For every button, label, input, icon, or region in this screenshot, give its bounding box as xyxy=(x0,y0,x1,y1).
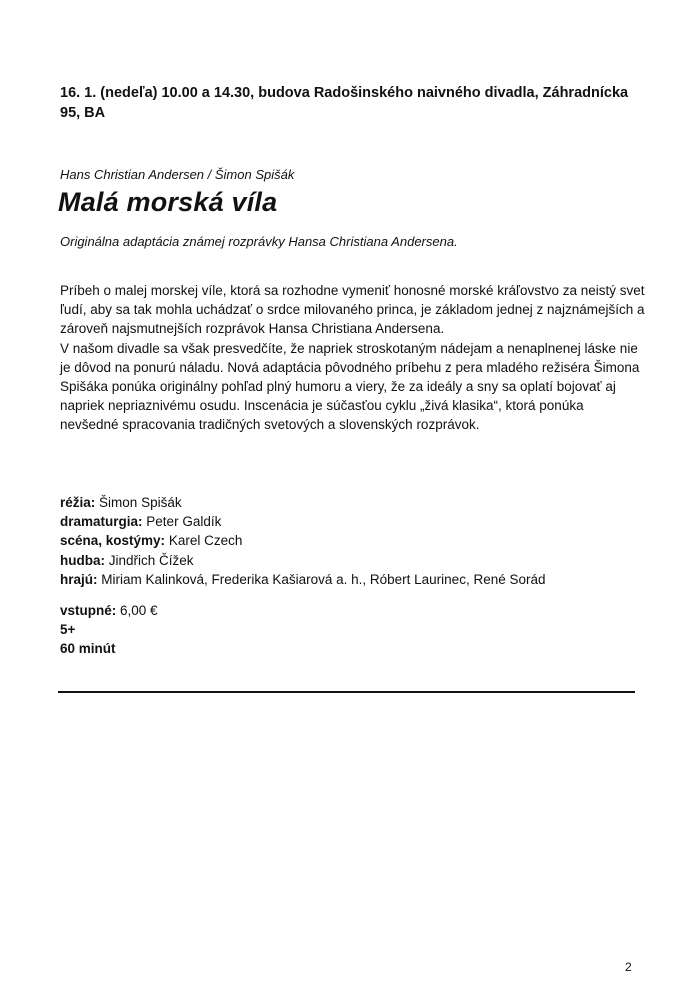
credit-cast xyxy=(60,570,650,589)
price-label: vstupné: xyxy=(60,603,117,618)
play-subtitle: Originálna adaptácia známej rozprávky Hansa Christiana Andersena. xyxy=(60,234,458,249)
description-paragraph-2: V našom divadle sa však presvedčíte, že napriek stroskotaným nádejam a nenaplnenej láske nie je dôvod na ponurú náladu. Nová adaptácia pôvodného príbehu z pera mladého režiséra Šimona Spišáka ponúka originálny pohľad plný humoru a viery, že za ideály a sny sa oplatí bojovať aj napriek nepriaznivému osudu. Inscenácia je súčasťou cyklu „živá klasika“, ktorá ponúka nevšedné spracovania tradičných svetových a slovenských rozprávok. xyxy=(60,340,640,433)
credit-label: scéna, kostýmy: xyxy=(60,533,166,549)
description-paragraph-1: Príbeh o malej morskej víle, ktorá sa rozhodne vymeniť honosné morské kráľovstvo za neistý svet ľudí, aby sa tak mohla uchádzať o srdce milovaného princa, je základom jednej z najznámejších a zároveň najsmutnejších rozprávok Hansa Christiana Andersena. xyxy=(60,283,645,337)
play-description xyxy=(60,281,645,435)
event-date-venue: 16. 1. (nedeľa) 10.00 a 14.30, budova Radošinského naivného divadla, Záhradnícka 95, BA xyxy=(60,85,629,121)
credit-music xyxy=(60,551,650,570)
age-rating: 5+ xyxy=(60,622,76,638)
credit-value: Karel Czech xyxy=(168,533,243,549)
credit-label: hudba: xyxy=(60,552,105,568)
credit-label: dramaturgia: xyxy=(60,514,143,530)
page-number: 2 xyxy=(625,960,632,974)
section-divider xyxy=(58,691,635,693)
credit-label: réžia: xyxy=(60,495,96,510)
credits-list xyxy=(60,493,650,589)
credit-value: Jindřich Čížek xyxy=(108,552,194,568)
duration: 60 minút xyxy=(60,641,116,657)
price-line xyxy=(60,601,158,620)
credit-value: Miriam Kalinková, Frederika Kašiarová a. h., Róbert Laurinec, René Sorád xyxy=(101,571,546,587)
credit-dramaturgy xyxy=(60,512,650,531)
play-title: Malá morská víla xyxy=(58,187,278,217)
price-value: 6,00 € xyxy=(120,603,158,618)
play-authors: Hans Christian Andersen / Šimon Spišák xyxy=(60,167,295,182)
credit-director xyxy=(60,493,650,512)
ticket-info xyxy=(60,601,158,659)
credit-scene-costumes xyxy=(60,531,650,550)
credit-label: hrajú: xyxy=(60,571,98,587)
credit-value: Šimon Spišák xyxy=(99,495,182,510)
credit-value: Peter Galdík xyxy=(146,514,222,530)
